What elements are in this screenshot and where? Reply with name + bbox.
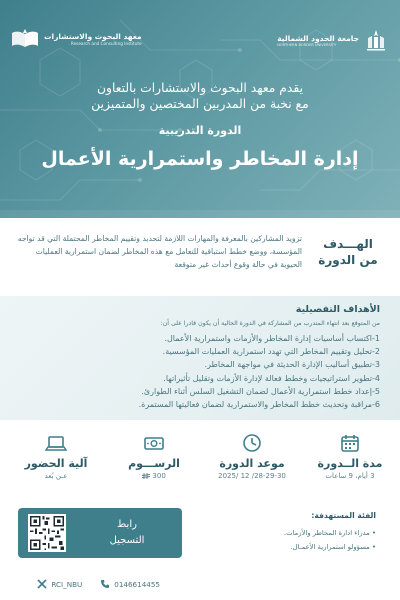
list-item: 1-اكتساب أساسيات إدارة المخاطر والأزمات واستمرارية الأعمال. xyxy=(164,334,380,343)
list-item: 5-إعداد خطط استمرارية الأعمال لضمان التشغيل السلس أثناء الطوارئ. xyxy=(141,386,380,396)
attendance-mode-info xyxy=(10,432,102,482)
laptop-icon xyxy=(45,432,67,454)
duration-title: مدة الــدورة xyxy=(317,457,383,470)
objectives-title: الأهداف التفصيلية xyxy=(295,304,380,315)
list-item: • مدراء ادارة المخاطر والأزمات. xyxy=(196,526,376,540)
institute-name-ar: معهد البحوث والاستشارات xyxy=(44,32,142,41)
target-title: الفئة المستهدفة: xyxy=(311,511,376,520)
registration-label[interactable] xyxy=(92,517,162,549)
course-label: الدورة التدريبية xyxy=(158,124,242,137)
goal-heading-line-1: الهـــدف xyxy=(323,237,373,251)
x-handle: RCI_NBU xyxy=(51,579,83,589)
book-emblem-icon xyxy=(10,28,40,50)
goal-heading xyxy=(318,236,378,268)
list-item: 3-تطبيق أساليب الإدارة الحديثة في مواجهة المخاطر. xyxy=(204,360,380,370)
x-account[interactable] xyxy=(37,579,82,589)
mode-title: آلية الحضور xyxy=(24,457,88,470)
intro-line-2: مع نخبة من المدربين المختصين والمتميزين xyxy=(91,97,309,111)
clock-icon xyxy=(241,432,263,454)
list-item: 6-مراقبة وتحديث خطط المخاطر والاستمرارية لضمان فعاليتها المستمرة. xyxy=(138,400,380,410)
university-emblem-icon xyxy=(364,28,388,52)
detailed-objectives-panel xyxy=(0,296,400,420)
registration-link-box[interactable] xyxy=(18,508,182,558)
money-icon xyxy=(143,432,165,454)
goal-heading-line-2: من الدورة xyxy=(318,253,378,267)
mode-value: عـن بُعد xyxy=(44,472,68,480)
registration-line-2: التسجيل xyxy=(109,535,145,546)
fees-value xyxy=(108,471,200,482)
header-banner xyxy=(0,0,400,218)
fees-info xyxy=(108,432,200,482)
contact-footer xyxy=(0,568,400,600)
objectives-list xyxy=(20,332,380,411)
phone-icon xyxy=(100,579,110,589)
phone-contact[interactable] xyxy=(100,579,160,589)
objectives-intro: من المتوقع بعد انتهاء المتدرب من المشاركة في الدورة الحالية أن يكون قادرا على أن: xyxy=(160,320,380,327)
course-title: إدارة المخاطر واستمرارية الأعمال xyxy=(41,148,359,170)
registration-line-1: رابط xyxy=(117,519,137,530)
calendar-icon xyxy=(339,432,361,454)
university-logo xyxy=(277,28,388,52)
course-goal-section xyxy=(0,232,400,288)
duration-value: 3 أيام، 9 ساعات xyxy=(325,472,375,480)
list-item: 2-تحليل وتقييم المخاطر التي تهدد استمرارية العمليات المؤسسية. xyxy=(162,347,380,357)
fees-amount: 300 xyxy=(152,472,166,480)
date-value: 28-29-30/ 12 /2025 xyxy=(218,472,286,480)
institute-logo xyxy=(10,28,142,50)
duration-info xyxy=(304,432,396,482)
intro-text xyxy=(14,80,386,112)
list-item: • مسؤولو استمرارية الأعمـال. xyxy=(196,540,376,554)
university-name-ar: جامعة الحدود الشمالية xyxy=(277,33,359,43)
target-audience-section xyxy=(196,510,376,554)
target-list xyxy=(196,526,376,554)
qr-code-icon[interactable] xyxy=(28,514,66,552)
date-title: موعد الدورة xyxy=(219,457,285,470)
intro-line-1: يقدم معهد البحوث والاستشارات بالتعاون xyxy=(96,81,304,95)
institute-name-en: Research and Consulting Institute xyxy=(70,41,142,46)
list-item: 4-تطوير استراتيجيات وخطط فعالة لإدارة الأزمات وتقليل تأثيراتها. xyxy=(163,373,380,383)
x-logo-icon xyxy=(37,579,47,589)
phone-number: 0146614455 xyxy=(114,579,160,589)
goal-text: تزويد المشاركين بالمعرفة والمهارات اللازمة لتحديد وتقييم المخاطر المحتملة التي قد تواجه المؤسسة، ووضع خطط استباقية للتعامل مع هذه المخاطر لضمان استمرارية العمليات الحيوية في حالة وقوع أحداث غير متوقعة xyxy=(17,234,302,269)
university-name-en: NORTHERN BORDER UNIVERSITY xyxy=(277,42,337,47)
course-info-row xyxy=(0,432,400,498)
fees-title: الرســـوم xyxy=(128,457,180,470)
riyal-currency-icon xyxy=(142,473,150,480)
date-info xyxy=(206,432,298,482)
